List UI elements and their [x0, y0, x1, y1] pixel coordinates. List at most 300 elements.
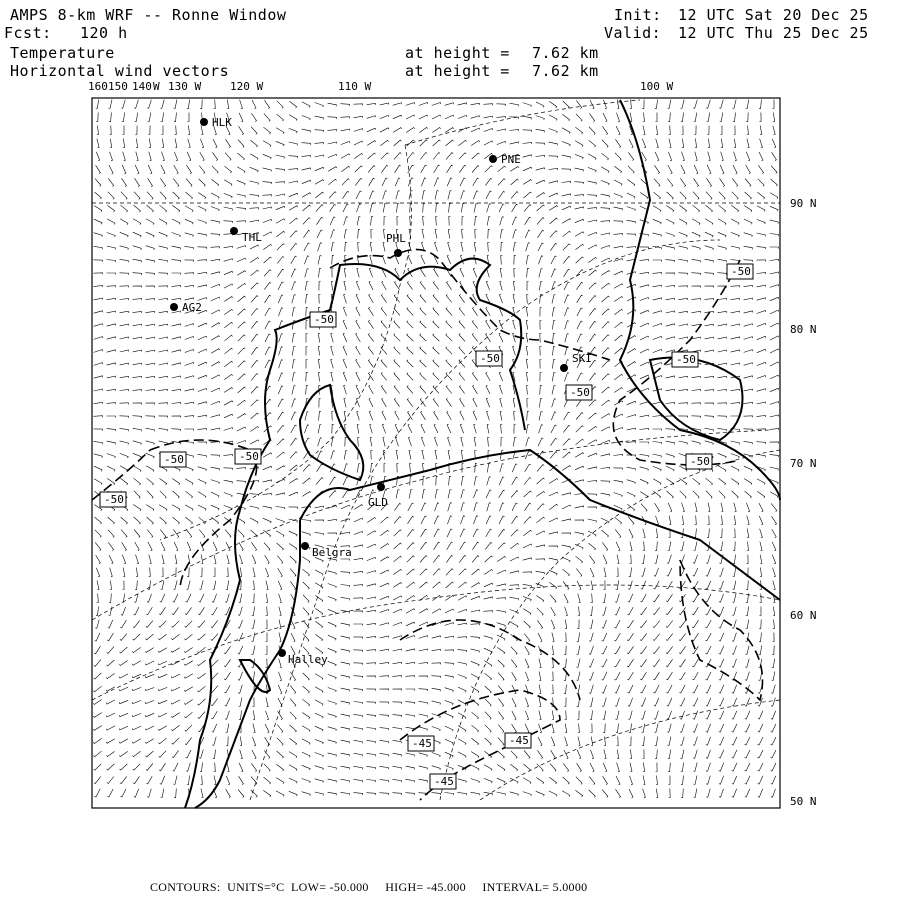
wind-vector [473, 411, 477, 420]
wind-vector [185, 376, 194, 379]
wind-vector [406, 582, 414, 587]
wind-vector [747, 542, 749, 551]
wind-vector [681, 542, 685, 551]
wind-vector [588, 467, 597, 469]
wind-vector [146, 350, 155, 352]
wind-vector [524, 491, 532, 497]
wind-vector [380, 753, 389, 756]
wind-vector [251, 360, 258, 367]
wind-vector [147, 530, 153, 538]
wind-vector [432, 688, 441, 691]
wind-vector [289, 544, 296, 550]
wind-vector [627, 492, 635, 497]
wind-vector [680, 711, 685, 719]
wind-vector [251, 763, 256, 771]
wind-vector [588, 494, 597, 496]
wind-vector [461, 191, 465, 200]
wind-vector [668, 776, 670, 785]
wind-vector [643, 763, 645, 772]
wind-vector [628, 166, 634, 174]
wind-vector [679, 286, 688, 288]
wind-vector [370, 204, 374, 213]
wind-vector [616, 711, 620, 720]
wind-vector [393, 793, 402, 795]
wind-vector [146, 273, 155, 275]
wind-vector [471, 103, 480, 105]
wind-vector [640, 429, 649, 431]
contour-info-footer [150, 880, 587, 895]
wind-vector [744, 350, 753, 353]
wind-vector [250, 427, 258, 432]
wind-vector [263, 466, 272, 469]
wind-vector [601, 400, 609, 406]
wind-vector [185, 402, 194, 404]
wind-vector [447, 255, 451, 264]
lat-circle-mid [92, 430, 770, 620]
wind-vector [185, 246, 194, 249]
wind-vector [512, 204, 518, 212]
wind-vector [332, 411, 334, 420]
wind-vector [732, 607, 736, 616]
wind-vector [251, 309, 258, 316]
wind-vector [420, 542, 427, 549]
wind-vector [394, 140, 402, 146]
wind-vector [757, 192, 764, 199]
wind-vector [251, 530, 258, 537]
wind-vector [745, 737, 750, 745]
contour-label-text: -45 [412, 737, 432, 750]
wind-vector [731, 232, 739, 237]
wind-vector [461, 503, 465, 512]
wind-vector [251, 296, 258, 303]
wind-vector [187, 542, 191, 551]
wind-vector [744, 233, 753, 237]
wind-vector [615, 607, 620, 615]
wind-vector [523, 116, 532, 119]
wind-vector [175, 555, 177, 564]
wind-vector [500, 217, 504, 226]
wind-vector [771, 724, 776, 732]
wind-vector [94, 751, 102, 757]
wind-vector [252, 750, 256, 759]
wind-vector [384, 229, 386, 238]
wind-vector [356, 372, 360, 381]
wind-vector [537, 478, 545, 484]
wind-vector [680, 178, 685, 186]
wind-vector [589, 790, 596, 797]
wind-vector [589, 140, 596, 147]
wind-vector [757, 442, 766, 444]
wind-vector [328, 792, 337, 795]
wind-vector [146, 776, 152, 784]
wind-vector [436, 216, 438, 225]
wind-vector [458, 675, 467, 680]
wind-vector [591, 737, 593, 746]
wind-vector [279, 607, 281, 616]
wind-vector [434, 516, 439, 524]
wind-vector [382, 411, 386, 420]
wind-vector [538, 438, 543, 446]
wind-vector [445, 623, 454, 626]
wind-vector [550, 231, 557, 238]
wind-vector [419, 663, 428, 665]
wind-vector [772, 646, 774, 655]
wind-vector [292, 334, 295, 343]
wind-vector [108, 192, 114, 200]
wind-vector [525, 464, 531, 472]
wind-vector [408, 516, 414, 523]
wind-vector [758, 711, 763, 719]
wind-vector [107, 298, 116, 300]
wind-vector [705, 337, 714, 339]
wind-vector [159, 350, 168, 352]
wind-vector [591, 724, 593, 733]
contour-label-box [672, 352, 698, 367]
wind-vector [211, 349, 219, 354]
wind-vector [731, 403, 740, 405]
wind-vector [744, 219, 752, 224]
wind-vector [251, 140, 258, 147]
wind-vector [513, 438, 516, 447]
wind-vector [328, 714, 337, 718]
wind-vector [341, 662, 350, 665]
wind-vector [458, 103, 467, 105]
wind-vector [590, 607, 592, 616]
wind-vector [510, 543, 518, 548]
wind-vector [770, 297, 779, 300]
wind-vector [95, 179, 101, 187]
contour-high: HIGH= -45.000 [385, 880, 466, 894]
contour-label-text: -50 [164, 453, 184, 466]
wind-vector [654, 581, 660, 589]
wind-vector [185, 324, 194, 327]
wind-vector [211, 505, 219, 510]
wind-vector [653, 349, 662, 352]
wind-vector [654, 685, 660, 693]
wind-vector [107, 273, 116, 275]
wind-vector [315, 532, 324, 535]
wind-vector [497, 104, 506, 106]
wind-vector [341, 166, 349, 171]
wind-vector [471, 792, 480, 795]
wind-vector [472, 372, 477, 380]
wind-vector [433, 582, 441, 588]
wind-vector [328, 154, 337, 157]
wind-vector [172, 260, 181, 262]
wind-vector [394, 503, 401, 510]
wind-vector [445, 650, 454, 652]
wind-vector [628, 711, 632, 720]
wind-vector [172, 337, 181, 339]
wind-vector [263, 219, 272, 222]
lon-label-150: 150 [108, 80, 128, 93]
wind-vector [341, 505, 350, 509]
wind-vector [760, 126, 762, 135]
wind-vector [302, 520, 311, 523]
wind-vector [459, 347, 465, 355]
wind-vector [669, 126, 671, 135]
wind-vector [344, 281, 346, 290]
wind-vector [643, 789, 646, 798]
wind-vector [485, 673, 492, 680]
wind-vector [510, 792, 519, 796]
wind-vector [654, 724, 658, 733]
wind-vector [380, 557, 389, 562]
wind-vector [718, 324, 727, 326]
wind-vector [173, 192, 180, 199]
wind-vector [744, 206, 752, 212]
wind-vector [458, 700, 466, 706]
wind-vector [159, 324, 168, 326]
wind-vector [95, 789, 101, 797]
wind-vector [640, 285, 649, 287]
wind-vector [549, 570, 557, 575]
wind-vector [133, 776, 139, 783]
wind-vector [757, 479, 765, 485]
wind-vector [653, 402, 662, 404]
wind-vector [226, 737, 228, 746]
wind-vector [614, 480, 623, 483]
wind-vector [238, 309, 246, 315]
wind-vector [172, 350, 181, 352]
wind-vector [315, 570, 323, 576]
wind-vector [161, 113, 164, 122]
wind-vector [187, 568, 189, 577]
wind-vector [394, 556, 402, 562]
wind-vector [538, 230, 544, 238]
wind-vector [679, 219, 687, 225]
wind-vector [341, 792, 350, 795]
wind-vector [655, 750, 657, 759]
wind-vector [185, 737, 192, 744]
wind-vector [211, 620, 218, 627]
wind-vector [367, 663, 376, 665]
wind-vector [486, 372, 490, 381]
wind-vector [460, 529, 465, 537]
wind-vector [745, 763, 750, 771]
wind-vector [706, 607, 712, 615]
wind-vector [459, 321, 465, 329]
wind-vector [120, 273, 129, 275]
wind-vector [171, 713, 179, 718]
wind-vector [380, 766, 389, 769]
wind-vector [278, 386, 283, 394]
wind-vector [109, 555, 113, 564]
wind-vector [680, 685, 686, 693]
wind-vector [120, 259, 129, 262]
wind-vector [679, 273, 688, 275]
wind-vector [381, 307, 387, 315]
wind-vector [614, 659, 620, 667]
wind-vector [602, 348, 609, 355]
wind-vector [668, 100, 671, 109]
wind-vector [318, 438, 322, 447]
wind-vector [680, 491, 686, 499]
wind-vector [653, 285, 662, 287]
wind-vector [731, 205, 738, 212]
wind-vector [289, 206, 298, 211]
wind-vector [471, 649, 480, 653]
wind-vector [263, 232, 272, 236]
wind-vector [745, 672, 749, 681]
wind-vector [393, 649, 402, 651]
wind-vector [394, 321, 400, 329]
wind-vector [653, 594, 659, 602]
wind-vector [224, 322, 232, 327]
wind-vector [419, 649, 428, 651]
wind-vector [499, 191, 505, 198]
wind-vector [706, 568, 711, 576]
wind-vector [458, 582, 466, 588]
wind-vector [458, 792, 467, 795]
wind-vector [692, 646, 698, 654]
wind-vector [357, 204, 362, 212]
wind-vector [731, 454, 739, 459]
wind-vector [488, 230, 490, 239]
wind-vector [237, 414, 245, 419]
wind-vector [397, 463, 399, 472]
wind-vector [93, 700, 101, 705]
wind-vector [97, 126, 99, 135]
wind-vector [733, 555, 736, 564]
wind-vector [146, 337, 155, 339]
wind-vector [315, 180, 324, 185]
wind-vector [731, 337, 740, 339]
wind-vector [159, 219, 167, 225]
wind-vector [381, 153, 389, 159]
wind-vector [447, 411, 452, 420]
wind-vector [513, 320, 516, 329]
wind-vector [536, 156, 545, 158]
wind-vector [668, 750, 671, 759]
wind-vector [107, 416, 116, 418]
wind-vector [305, 282, 308, 291]
wind-vector [601, 283, 609, 288]
wind-vector [435, 503, 440, 511]
wind-vector [354, 727, 363, 730]
wind-vector [172, 273, 181, 275]
wind-vector [640, 492, 648, 498]
wind-vector [394, 373, 400, 381]
wind-vector [185, 260, 194, 262]
wind-vector [420, 140, 428, 146]
wind-vector [614, 428, 623, 431]
wind-vector [302, 532, 311, 536]
wind-vector [589, 321, 595, 328]
wind-vector [433, 386, 439, 394]
wind-vector [500, 451, 503, 460]
wind-vector [237, 167, 245, 173]
wind-vector [744, 324, 753, 327]
wind-vector [393, 662, 402, 664]
wind-vector [173, 776, 177, 785]
wind-vector [498, 543, 506, 549]
wind-vector [458, 637, 467, 639]
wind-vector [420, 556, 427, 563]
wind-vector [145, 739, 154, 744]
wind-vector [720, 542, 723, 551]
contours-label: CONTOURS: [150, 880, 221, 894]
wind-vector [475, 229, 477, 238]
wind-vector [525, 646, 530, 655]
wind-vector [149, 568, 151, 577]
wind-vector [134, 607, 139, 615]
wind-vector [458, 623, 467, 625]
wind-vector [369, 178, 375, 186]
wind-vector [772, 659, 775, 668]
wind-vector [656, 529, 658, 538]
wind-vector [655, 542, 657, 551]
wind-vector [146, 286, 155, 288]
wind-vector [408, 424, 412, 433]
wind-vector [265, 555, 270, 564]
wind-vector [172, 403, 181, 405]
station-marker [200, 118, 208, 126]
wind-vector [601, 271, 609, 276]
wind-vector [679, 646, 685, 653]
station-marker [377, 483, 385, 491]
wind-vector [185, 621, 193, 627]
wind-vector [344, 230, 347, 239]
wind-vector [549, 101, 556, 108]
wind-vector [227, 100, 229, 109]
wind-vector [367, 610, 376, 612]
wind-vectors [93, 100, 778, 798]
wind-vector [564, 698, 566, 707]
wind-vector [692, 259, 701, 262]
wind-vector [224, 259, 233, 262]
wind-vector [279, 594, 282, 603]
wind-vector [759, 100, 761, 109]
wind-vector [679, 232, 687, 237]
wind-vector [705, 620, 711, 628]
wind-vector [589, 543, 596, 550]
wind-vector [721, 503, 723, 512]
wind-vector [354, 585, 363, 587]
wind-vector [563, 425, 570, 432]
wind-vector [679, 633, 686, 640]
wind-vector [302, 557, 310, 563]
wind-vector [264, 127, 271, 134]
wind-vector [562, 791, 570, 797]
wind-vector [224, 455, 233, 457]
wind-vector [706, 594, 711, 602]
wind-vector [186, 750, 191, 758]
wind-vector [679, 337, 688, 339]
wind-vector [565, 321, 569, 330]
wind-vector [159, 299, 168, 301]
wind-vector [760, 113, 762, 122]
wind-vector [306, 295, 309, 304]
wind-vector [173, 517, 180, 524]
wind-vector [292, 308, 295, 317]
wind-vector [159, 416, 168, 418]
wind-vector [171, 648, 180, 653]
wind-vector [485, 166, 493, 172]
wind-vector [94, 324, 103, 327]
wind-vector [473, 268, 476, 277]
wind-vector [94, 466, 102, 471]
wind-vector [614, 194, 622, 199]
wind-vector [264, 543, 270, 551]
wind-vector [133, 505, 141, 511]
wind-vector [601, 454, 610, 456]
wind-vector [420, 321, 426, 328]
wind-vector [577, 672, 581, 681]
wind-vector [653, 634, 660, 641]
wind-vector [577, 750, 581, 759]
wind-vector [120, 428, 129, 431]
